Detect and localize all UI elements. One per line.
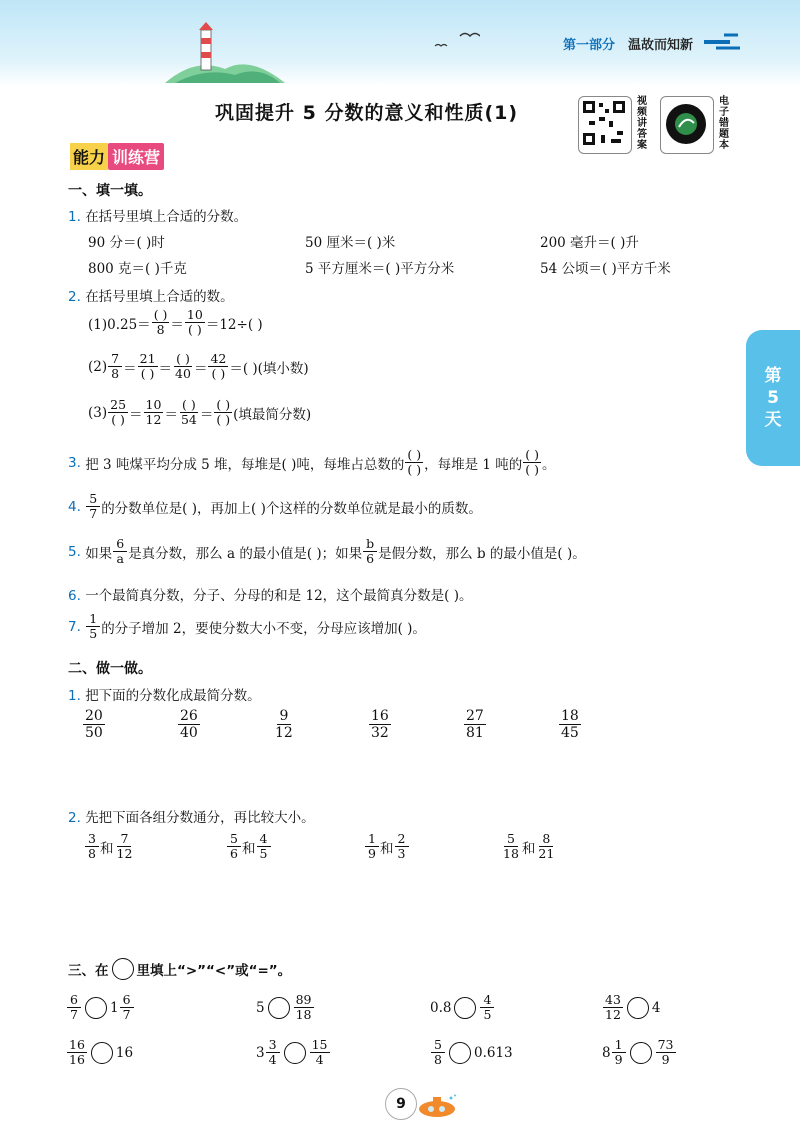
wave-icon (702, 30, 742, 52)
q2-l3-tail: (填最简分数) (233, 406, 312, 423)
day-tab-1: 第 (764, 366, 782, 386)
comparison-item: $\frac{6}{7}$ 1 $\frac{6}{7}$ (66, 993, 135, 1022)
compare-circle[interactable] (449, 1042, 471, 1064)
fraction: $\frac{10}{12}$ (145, 397, 162, 427)
submarine-icon (415, 1094, 460, 1118)
q4-text: 的分数单位是( )，再加上( )个这样的分数单位就是最小的质数。 (101, 500, 482, 517)
q1-item: 54 公顷＝( )平方千米 (540, 261, 671, 277)
q2-line3 (88, 398, 311, 427)
qr-label-2: 电子错题本 (719, 96, 729, 151)
p2-q2-pair: $\frac{3}{8}$ 和 $\frac{7}{12}$ (84, 832, 135, 861)
equals: ＝ (158, 360, 173, 377)
compare-circle[interactable] (630, 1042, 652, 1064)
p2-q1-fraction: $\frac{27}{81}$ (466, 708, 484, 741)
badge-text-a: 能力 (70, 143, 108, 170)
qr-code-2[interactable] (660, 96, 714, 154)
q1-number: 1. (68, 209, 81, 225)
fraction: $\frac{21}{( )}$ (139, 351, 156, 381)
q2-text: 在括号里填上合适的数。 (85, 289, 234, 305)
q3-number: 3. (68, 454, 81, 471)
p2-q1-number: 1. (68, 688, 81, 704)
compare-circle[interactable] (91, 1042, 113, 1064)
lighthouse-icon (195, 22, 217, 72)
fraction: $\frac{10}{( )}$ (186, 307, 203, 337)
qr-code-1[interactable] (578, 96, 632, 154)
p2-q1-fraction: $\frac{20}{50}$ (85, 708, 103, 741)
p2-q1-text: 把下面的分数化成最简分数。 (85, 688, 261, 704)
q4 (68, 492, 482, 521)
q2-l1-tail: ＝12÷( ) (205, 316, 263, 333)
circle-icon (112, 958, 134, 980)
p2-q1-fraction: $\frac{16}{32}$ (371, 708, 389, 741)
compare-circle[interactable] (268, 997, 290, 1019)
q3-text-c: 。 (542, 456, 556, 473)
section-badge (70, 143, 164, 169)
q7-text: 的分子增加 2，要使分数大小不变，分母应该增加( )。 (101, 620, 426, 637)
birds-icon (430, 28, 480, 53)
p2-q1-fraction: $\frac{26}{40}$ (180, 708, 198, 741)
q5-number: 5. (68, 543, 81, 560)
p2-q1-fraction: $\frac{9}{12}$ (275, 708, 293, 741)
qr-label-1: 视频讲答案 (637, 96, 647, 151)
fraction: $\frac{25}{( )}$ (110, 397, 127, 427)
island-icon (165, 55, 285, 83)
q2-line2 (88, 352, 309, 381)
part3-heading-b: 里填上“>”“<”或“=”。 (136, 963, 292, 979)
fraction: $\frac{6}{a}$ (113, 537, 127, 566)
fraction: $\frac{5}{7}$ (86, 492, 100, 521)
q5-text-b: 是真分数，那么 a 的最小值是( )；如果 (128, 545, 363, 562)
part2-heading: 二、做一做。 (68, 661, 152, 677)
q2-line1 (88, 308, 263, 337)
q2-l2-tail: ＝( )(填小数) (229, 360, 309, 377)
q6-number: 6. (68, 588, 81, 604)
badge-text-b: 训练营 (108, 143, 164, 170)
q2 (68, 285, 234, 305)
fraction: $\frac{1}{5}$ (86, 612, 100, 641)
p2-q2-number: 2. (68, 810, 81, 826)
fraction: $\frac{( )}{8}$ (153, 307, 168, 337)
q2-l3-prefix: (3) (88, 404, 108, 421)
q1-item: 800 克＝( )千克 (88, 261, 187, 277)
equals: ＝ (170, 316, 184, 333)
q6 (68, 584, 472, 604)
q3-text-a: 把 3 吨煤平均分成 5 堆，每堆是( )吨，每堆占总数的 (85, 456, 405, 473)
q5 (68, 537, 586, 566)
compare-circle[interactable] (284, 1042, 306, 1064)
comparison-item: 5 $\frac{89}{18}$ (256, 992, 312, 1022)
comparison-item: 3 $\frac{3}{4}$ $\frac{15}{4}$ (256, 1037, 328, 1067)
part3-heading (68, 958, 291, 980)
equals: ＝ (164, 406, 178, 423)
comparison-item: 8 $\frac{1}{9}$ $\frac{73}{9}$ (602, 1037, 674, 1067)
fraction: $\frac{( )}{( )}$ (407, 447, 422, 477)
q2-l2-prefix: (2) (88, 358, 108, 375)
compare-circle[interactable] (85, 997, 107, 1019)
equals: ＝ (199, 406, 214, 423)
q3 (68, 448, 556, 477)
fraction: $\frac{42}{( )}$ (210, 351, 227, 381)
fraction: $\frac{( )}{( )}$ (216, 397, 231, 427)
compare-circle[interactable] (627, 997, 649, 1019)
q1-item: 90 分＝( )时 (88, 235, 165, 251)
comparison-item: $\frac{5}{8}$ 0.613 (430, 1038, 513, 1067)
q3-text-b: ，每堆是 1 吨的 (424, 456, 523, 473)
p2-q1-fraction: $\frac{18}{45}$ (561, 708, 579, 741)
q2-l1-prefix: (1)0.25＝ (88, 316, 151, 333)
part-label: 第一部分 (563, 38, 616, 53)
part3-heading-a: 三、在 (68, 963, 109, 979)
equals: ＝ (123, 360, 137, 377)
q6-text: 一个最简真分数，分子、分母的和是 12，这个最简真分数是( )。 (85, 588, 473, 604)
q7 (68, 612, 426, 641)
q2-number: 2. (68, 289, 81, 305)
q7-number: 7. (68, 618, 81, 635)
q1 (68, 205, 247, 225)
p2-q2-pair: $\frac{1}{9}$ 和 $\frac{2}{3}$ (364, 832, 410, 861)
day-tab-3: 天 (764, 410, 782, 430)
fraction: $\frac{7}{8}$ (108, 352, 122, 381)
fraction: $\frac{b}{6}$ (363, 537, 377, 566)
equals: ＝ (193, 360, 208, 377)
q1-item: 200 毫升＝( )升 (540, 235, 639, 251)
part1-heading: 一、填一填。 (68, 183, 152, 199)
q5-text-c: 是假分数，那么 b 的最小值是( )。 (378, 545, 586, 562)
qr-logo-icon (661, 97, 711, 151)
q1-item: 5 平方厘米＝( )平方分米 (305, 261, 455, 277)
fraction: $\frac{( )}{54}$ (180, 397, 197, 427)
fraction: $\frac{( )}{40}$ (175, 351, 191, 381)
comparison-item: $\frac{43}{12}$ 4 (605, 992, 661, 1022)
q1-text: 在括号里填上合适的分数。 (85, 209, 248, 225)
q1-item: 50 厘米＝( )米 (305, 235, 396, 251)
p2-q2-pair: $\frac{5}{18}$ 和 $\frac{8}{21}$ (503, 831, 555, 861)
q5-text-a: 如果 (85, 545, 113, 562)
page-number: 9 (385, 1088, 417, 1120)
q4-number: 4. (68, 498, 81, 515)
comparison-item: 0.8 $\frac{4}{5}$ (430, 993, 495, 1022)
day-tab (746, 330, 800, 466)
p2-q2 (68, 806, 315, 826)
qr-icon (579, 97, 629, 151)
day-tab-2: 5 (767, 388, 779, 408)
section-label: 温故而知新 (628, 38, 694, 53)
p2-q2-text: 先把下面各组分数通分，再比较大小。 (85, 810, 315, 826)
p2-q2-pair: $\frac{5}{6}$ 和 $\frac{4}{5}$ (226, 832, 272, 861)
comparison-item: $\frac{16}{16}$ 16 (69, 1037, 134, 1067)
p2-q1 (68, 684, 261, 704)
equals: ＝ (129, 406, 143, 423)
page-title: 巩固提升 5 分数的意义和性质(1) (215, 102, 519, 124)
fraction: $\frac{( )}{( )}$ (525, 447, 539, 477)
compare-circle[interactable] (454, 997, 476, 1019)
